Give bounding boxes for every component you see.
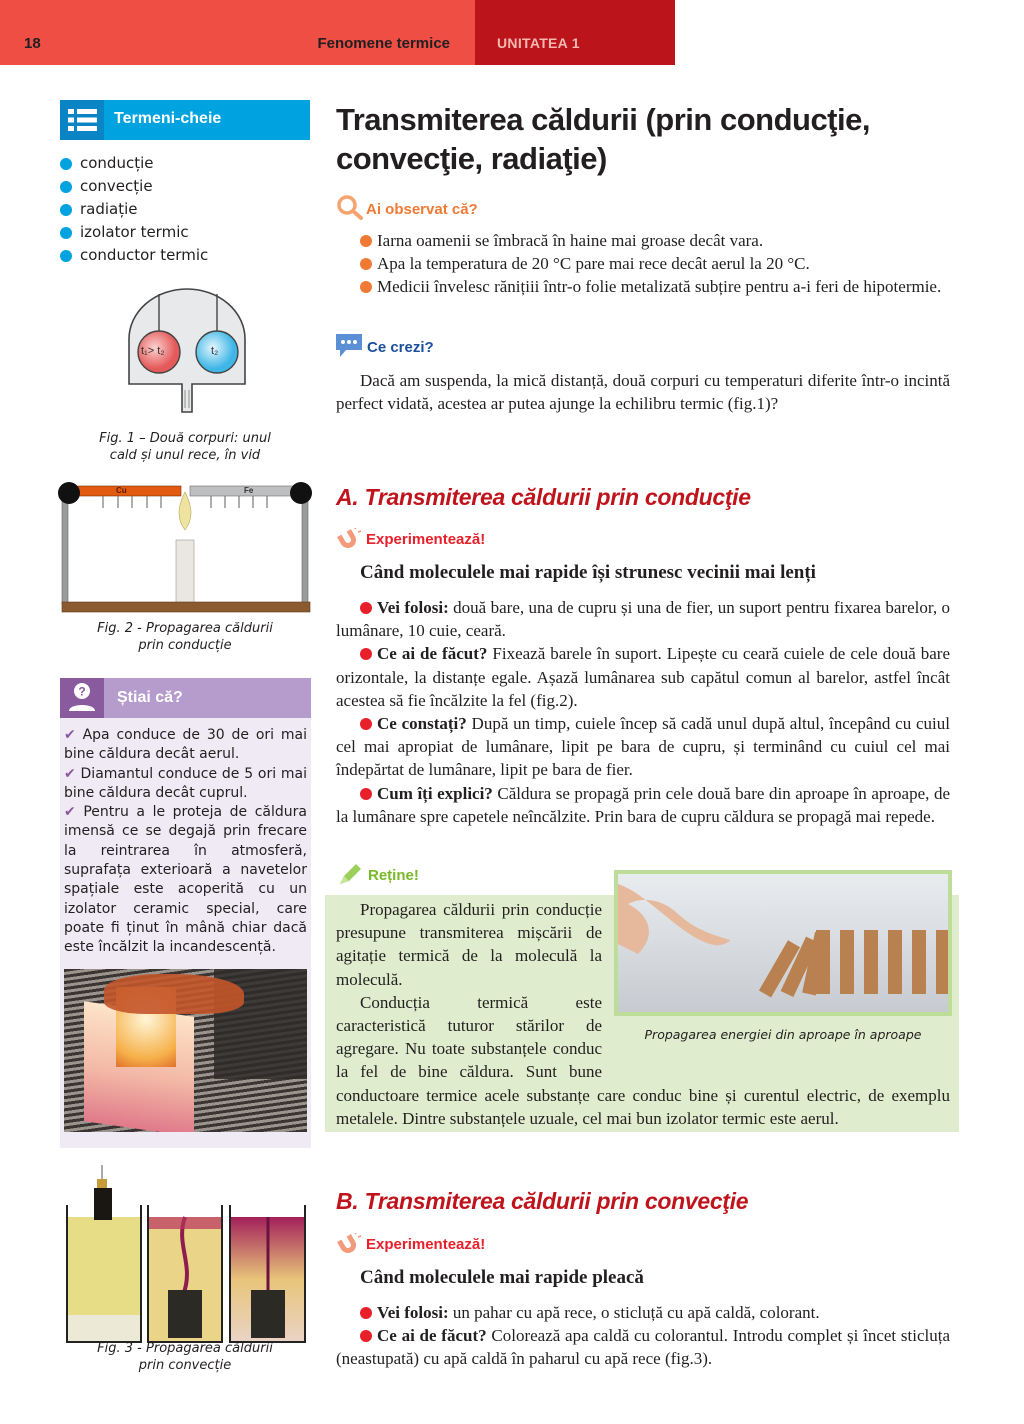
chapter-title: Fenomene termice [317,35,450,52]
checkmark-icon: ✔ [64,765,76,782]
fig3-convection-photos [65,1165,309,1345]
observed-text: Iarna oamenii se îmbracă în haine mai groase decât vara. [377,231,764,250]
remember-text [336,898,950,1130]
think-text [336,369,950,415]
observed-item [336,252,950,275]
remember-paragraph: Propagarea căldurii prin conducție presupune transmiterea mișcării de agitație termică de la moleculă la moleculă. [336,900,602,989]
think-label-text: Ce crezi? [367,338,434,356]
experiment-a-title: Când moleculele mai rapide își strunesc vecinii mai lenți [360,562,816,583]
bullet-icon [360,1330,372,1342]
bullet-icon [360,602,372,614]
observed-label [336,194,478,220]
caption-line: prin convecție [138,1358,232,1373]
keyword-text: conducție [80,154,154,172]
fact-item [64,803,307,957]
bullet-icon [60,227,72,239]
think-paragraph: Dacă am suspenda, la mică distanță, două corpuri cu temperaturi diferite într-o incintă perfect vidată, acestea ar putea ajunge la echilibru termic (fig.1)? [336,371,950,414]
keyword-text: conductor termic [80,246,209,264]
keyword-item [60,244,208,267]
observed-item [336,229,950,252]
experiment-b-label [336,1233,485,1255]
page-header [0,0,675,65]
keywords-header [60,100,310,140]
step-lead: Vei folosi: [377,598,449,617]
keywords-title: Termeni-cheie [114,110,222,127]
observed-text: Medicii învelesc rănițiii într-o folie metalizată subțire pentru a-i feri de hipotermie. [377,277,942,297]
step-item [336,596,950,642]
step-lead: Vei folosi: [377,1303,449,1322]
caption-line: Fig. 3 - Propagarea căldurii [97,1341,273,1356]
page-title: Transmiterea căldurii (prin conducţie, convecţie, radiaţie) [336,102,870,176]
experiment-label-text: Experimentează! [366,530,486,548]
fig3-caption [80,1340,290,1374]
fig1-caption [80,430,290,464]
keyword-item [60,221,208,244]
bullet-icon [360,648,372,660]
step-item [336,1301,950,1324]
keywords-list [60,152,208,267]
unit-title: UNITATEA 1 [497,35,580,51]
keyword-text: convecție [80,177,153,195]
checkmark-icon: ✔ [64,804,76,821]
keyword-text: radiație [80,200,138,218]
bullet-icon [60,204,72,216]
speech-bubble-icon [336,334,362,360]
list-icon [60,100,104,140]
ceramic-tile-photo [64,969,307,1132]
bullet-icon [360,258,372,270]
iron-label: Fe [244,486,254,495]
observed-text: Apa la temperatura de 20 °C pare mai rece decât aerul la 20 °C. [377,254,810,274]
step-lead: Ce ai de făcut? [377,1326,487,1346]
bullet-icon [360,235,372,247]
keyword-item [60,152,208,175]
did-you-know-header [60,678,311,718]
section-a-title: A. Transmiterea căldurii prin conducţie [336,484,751,510]
keyword-text: izolator termic [80,223,189,241]
experiment-a-steps [336,596,950,828]
bullet-icon [360,281,372,293]
step-item [336,782,950,828]
fact-text: Pentru a le proteja de căldura imensă ce se degajă prin frecare la reintrarea în atmosferă, suprafața exterioară a navetelor spațiale este acoperită cu un izolator ceramic special, care poate fi ținut în mână chiar dacă este încălzit la incandescență. [64,804,307,956]
observed-item [336,275,950,298]
step-item [336,642,950,712]
observed-list [336,229,950,299]
think-label [336,334,434,360]
experiment-b-title: Când moleculele mai rapide pleacă [360,1267,644,1288]
did-you-know-title: Știai că? [117,689,183,706]
fig1-vacuum-chamber [124,284,250,414]
did-you-know-text [64,726,307,958]
fig2-caption [80,620,290,654]
step-lead: Ce constați? [377,714,467,734]
caption-line: Fig. 2 - Propagarea căldurii [97,621,273,636]
copper-label: Cu [116,486,127,495]
experiment-b-steps [336,1301,950,1371]
magnet-icon [336,528,362,550]
step-text: un pahar cu apă rece, o sticluță cu apă caldă, colorant. [448,1303,820,1322]
caption-line: prin conducție [138,638,232,653]
domino-caption: Propagarea energiei din aproape în aproape [644,1027,922,1042]
experiment-label-text: Experimentează! [366,1235,486,1253]
bullet-icon [360,718,372,730]
step-item [336,712,950,782]
fact-item [64,726,307,765]
question-person-icon [60,678,104,718]
section-b-title: B. Transmiterea căldurii prin convecţie [336,1188,749,1214]
observed-label-text: Ai observat că? [366,201,478,218]
step-lead: Ce ai de făcut? [377,644,488,664]
step-text: După un timp, cuiele încep să cadă unul după altul, începând cu cuiul cel mai apropiat de lumânare, lipit pe bara de cupru, și terminând cu cuiul cel mai îndepărtat de lumânare, lipit pe bara de fier. [336,714,950,780]
fact-item [64,765,307,804]
remember-label [336,862,419,888]
fact-text: Apa conduce de 30 de ori mai bine căldura decât aerul. [64,727,307,763]
pencil-icon [336,862,364,888]
magnet-icon [336,1233,362,1255]
step-item [336,1324,950,1370]
fact-text: Diamantul conduce de 5 ori mai bine căldura decât cuprul. [64,765,307,801]
remember-label-text: Reține! [368,866,419,884]
step-text: Fixează barele în suport. Lipește cu ceară cuiele de cele două bare orizontale, la distanțe egale. Așază lumânarea sub capătul comun al barelor, astfel încât acestea să fie încălzite la fel (fig.2). [336,644,950,710]
checkmark-icon: ✔ [64,727,76,743]
caption-line: cald și unul rece, în vid [109,448,261,463]
bullet-icon [360,788,372,800]
page-number: 18 [24,35,41,52]
remember-paragraph: Conducția termică este caracteristică tuturor stărilor de agregare. Nu toate substanțele conduc la fel de bine căldura. Sunt bune conductoare termice acele substanțe care conduc bine și curentul electric, de exemplu metalele. Dintre substanțele uzuale, cel mai bun izolator termic este aerul. [336,992,950,1128]
fig2-conduction-setup [56,478,314,614]
unit-tab [475,0,675,65]
bullet-icon [360,1307,372,1319]
step-text: două bare, una de cupru și una de fier, un suport pentru fixarea barelor, o lumânare, 10 cuie, ceară. [336,598,950,641]
bullet-icon [60,158,72,170]
keyword-item [60,175,208,198]
experiment-a-label [336,528,485,550]
bullet-icon [60,250,72,262]
caption-line: Fig. 1 – Două corpuri: unul [99,431,271,446]
svg-text:?: ? [78,684,86,699]
cold-body-label: t₂ [211,345,219,357]
magnifier-icon [336,194,364,220]
keyword-item [60,198,208,221]
step-text: Căldura se propagă prin cele două bare din aproape în aproape, de la lumânare spre capetele neîncălzite. Prin bara de cupru căldura se propagă mai repede. [336,783,950,826]
hot-body-label: t₁> t₂ [141,345,165,357]
step-lead: Cum îți explici? [377,783,493,803]
bullet-icon [60,181,72,193]
step-text: Colorează apa caldă cu colorantul. Introdu complet și încet sticluța (neastupată) cu apă caldă în paharul cu apă rece (fig.3). [336,1326,950,1369]
